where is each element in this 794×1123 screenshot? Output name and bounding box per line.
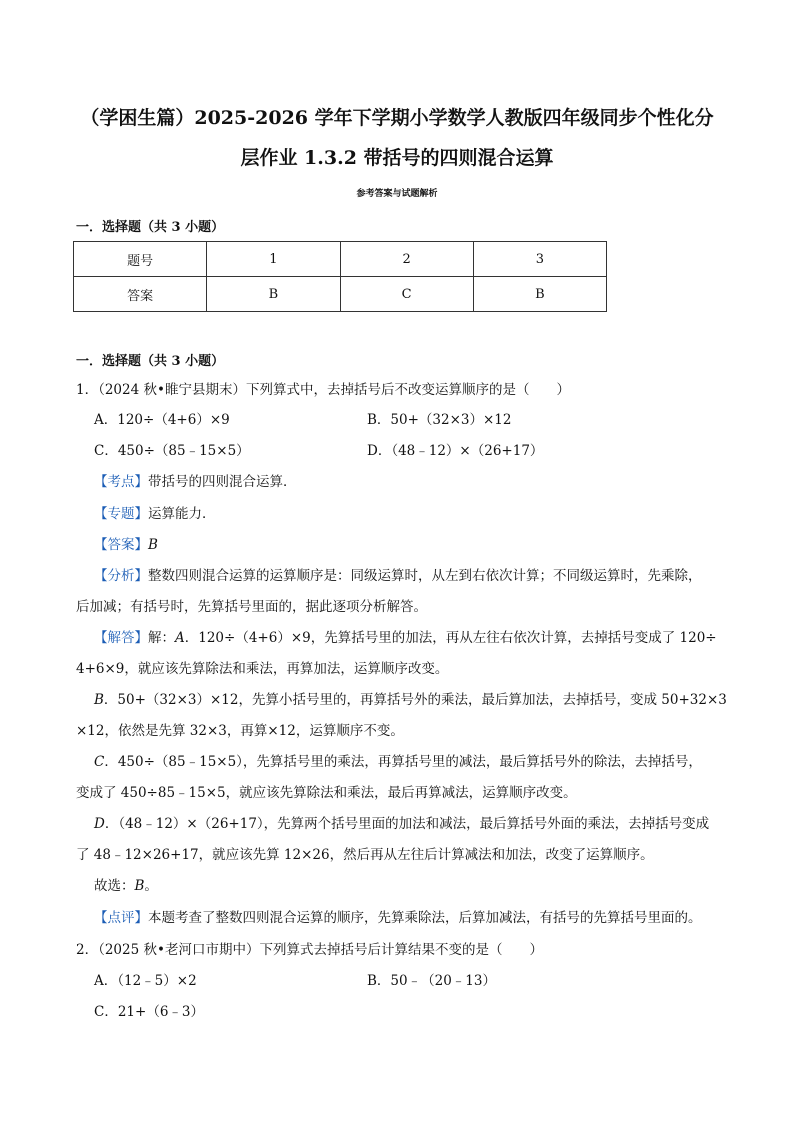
guxuan-label: 故选： bbox=[94, 878, 135, 894]
table-cell: 答案 bbox=[74, 277, 207, 312]
document-title bbox=[70, 98, 724, 178]
jieda-option-letter: C bbox=[94, 754, 105, 770]
q1-jieda-line-4: ×12，依然是先算 32×3，再算×12，运算顺序不变。 bbox=[76, 723, 404, 739]
jieda-text: ．（48﹣12）×（26+17），先算两个括号里面的加法和减法，最后算括号外面的乘法，去掉括号变成 bbox=[104, 816, 710, 832]
table-cell: 3 bbox=[473, 242, 606, 277]
title-line-2: 层作业 1.3.2 带括号的四则混合运算 bbox=[240, 147, 554, 169]
fenxi-tag: 【分析】 bbox=[94, 568, 148, 584]
guxuan-end: 。 bbox=[144, 878, 158, 894]
q1-stem: 1．（2024 秋•睢宁县期末）下列算式中，去掉括号后不改变运算顺序的是（ ） bbox=[76, 382, 570, 398]
zhuanti-tag: 【专题】 bbox=[94, 506, 148, 522]
q2-option-a: A．（12﹣5）×2 bbox=[94, 973, 197, 989]
q1-option-a: A．120÷（4+6）×9 bbox=[94, 412, 230, 428]
title-line-1: （学困生篇）2025-2026 学年下学期小学数学人教版四年级同步个性化分 bbox=[80, 107, 714, 129]
jieda-prefix: 解： bbox=[148, 630, 175, 646]
q1-jieda-line-5 bbox=[94, 752, 702, 772]
jieda-text: ．120÷（4+6）×9，先算括号里的加法，再从左往右依次计算，去掉括号变成了 120÷ bbox=[184, 630, 717, 646]
kaodian-text: 带括号的四则混合运算． bbox=[148, 474, 297, 490]
fenxi-text-1: 整数四则混合运算的运算顺序是：同级运算时，从左到右依次计算；不同级运算时，先乘除， bbox=[148, 568, 702, 584]
q1-option-c: C．450÷（85﹣15×5） bbox=[94, 443, 250, 459]
q1-fenxi-line-1 bbox=[94, 566, 702, 586]
q1-daan bbox=[94, 535, 158, 555]
zhuanti-text: 运算能力． bbox=[148, 506, 216, 522]
q1-kaodian bbox=[94, 472, 297, 492]
q1-zhuanti bbox=[94, 504, 216, 524]
daan-text: B bbox=[148, 537, 158, 553]
jieda-option-letter: A bbox=[175, 630, 185, 646]
table-cell: C bbox=[340, 277, 473, 312]
q1-fenxi-line-2: 后加减；有括号时，先算括号里面的，据此逐项分析解答。 bbox=[76, 599, 427, 615]
daan-tag: 【答案】 bbox=[94, 537, 148, 553]
detail-section-heading: 一．选择题（共 3 小题） bbox=[76, 354, 225, 369]
q1-dianping bbox=[94, 908, 702, 928]
q2-stem: 2．（2025 秋•老河口市期中）下列算式去掉括号后计算结果不变的是（ ） bbox=[76, 942, 543, 958]
jieda-tag: 【解答】 bbox=[94, 630, 148, 646]
table-cell: 题号 bbox=[74, 242, 207, 277]
q1-option-b: B．50+（32×3）×12 bbox=[367, 412, 512, 428]
table-cell: 1 bbox=[207, 242, 340, 277]
q1-guxuan bbox=[94, 876, 158, 896]
answer-section-heading: 一．选择题（共 3 小题） bbox=[76, 220, 225, 235]
document-subtitle: 参考答案与试题解析 bbox=[356, 189, 438, 199]
kaodian-tag: 【考点】 bbox=[94, 474, 148, 490]
q1-option-d: D．（48﹣12）×（26+17） bbox=[367, 443, 544, 459]
jieda-option-letter: B bbox=[94, 692, 104, 708]
jieda-text: ．450÷（85﹣15×5），先算括号里的乘法，再算括号里的减法，最后算括号外的除法，去掉括号， bbox=[104, 754, 702, 770]
q2-option-b: B．50﹣（20﹣13） bbox=[367, 973, 496, 989]
jieda-option-letter: D bbox=[94, 816, 105, 832]
dianping-tag: 【点评】 bbox=[94, 910, 148, 926]
q1-jieda-line-3 bbox=[94, 690, 727, 710]
table-row bbox=[74, 242, 607, 277]
q1-jieda-line-2: 4+6×9，就应该先算除法和乘法，再算加法，运算顺序改变。 bbox=[76, 661, 449, 677]
table-cell: 2 bbox=[340, 242, 473, 277]
table-row bbox=[74, 277, 607, 312]
dianping-text: 本题考查了整数四则混合运算的顺序，先算乘除法，后算加减法，有括号的先算括号里面的。 bbox=[148, 910, 702, 926]
jieda-text: ．50+（32×3）×12，先算小括号里的，再算括号外的乘法，最后算加法，去掉括号，变成 50+32×3 bbox=[103, 692, 727, 708]
guxuan-answer: B bbox=[134, 878, 145, 894]
q1-jieda-line-7 bbox=[94, 814, 709, 834]
table-cell: B bbox=[473, 277, 606, 312]
q1-jieda-line-8: 了 48﹣12×26+17，就应该先算 12×26，然后再从左往后计算减法和加法，改变了运算顺序。 bbox=[76, 847, 654, 863]
q2-option-c: C．21+（6﹣3） bbox=[94, 1004, 204, 1020]
q1-jieda-line-1 bbox=[94, 628, 717, 648]
answer-table bbox=[73, 241, 607, 312]
q1-jieda-line-6: 变成了 450÷85﹣15×5，就应该先算除法和乘法，最后再算减法，运算顺序改变。 bbox=[76, 785, 577, 801]
table-cell: B bbox=[207, 277, 340, 312]
